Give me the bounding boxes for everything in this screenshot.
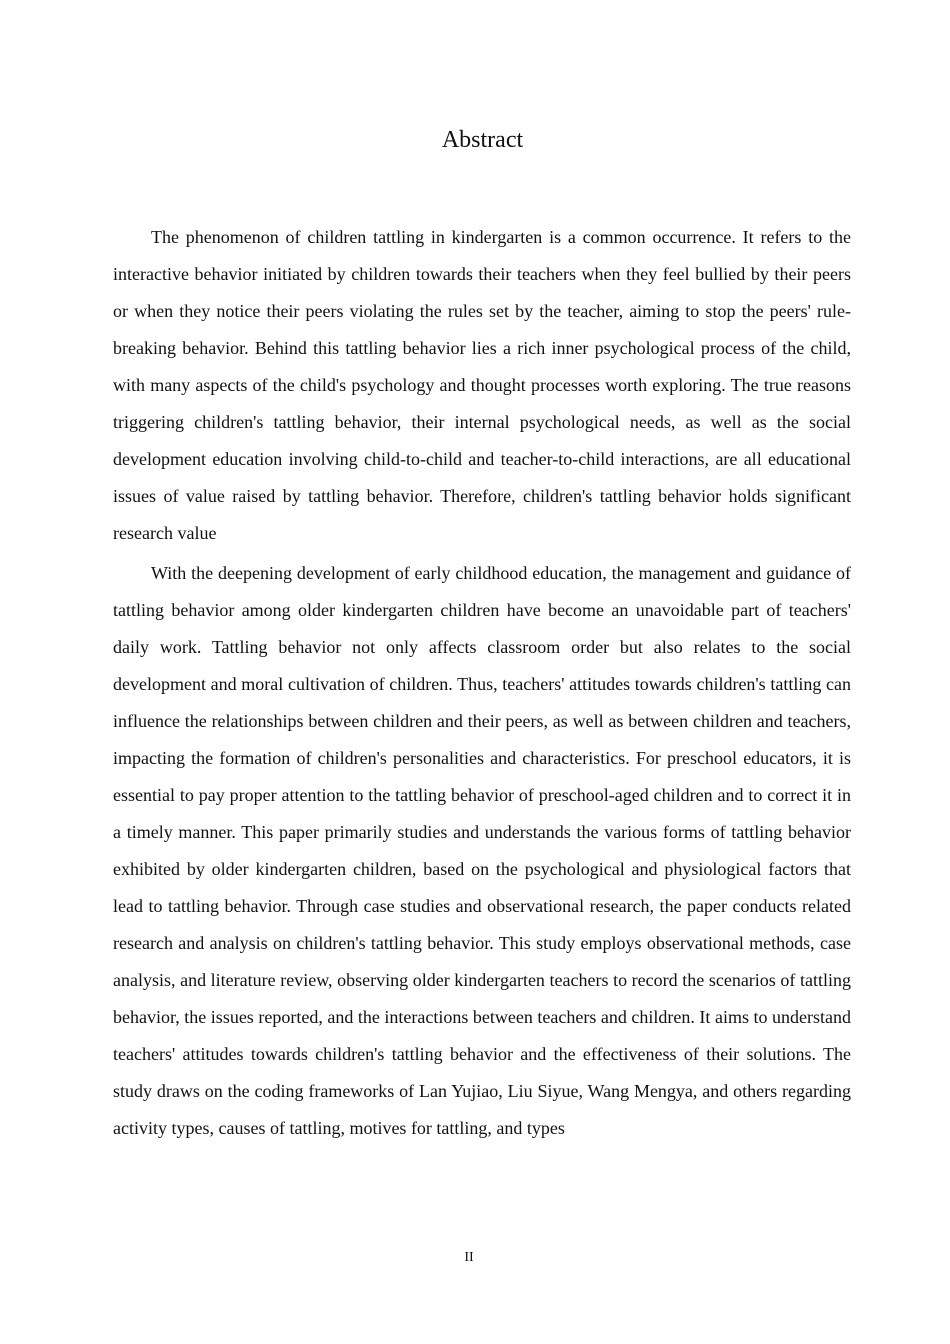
abstract-paragraph-2: With the deepening development of early childhood education, the management and guidance of tattling behavior among older kindergarten children have become an unavoidable part of teachers' daily work. Tattling behavior not only affects classroom order but also relates to the social development and moral cultivation of children. Thus, teachers' attitudes towards children's tattling can influence the relationships between children and their peers, as well as between children and teachers, impacting the formation of children's personalities and characteristics. For preschool educators, it is essential to pay proper attention to the tattling behavior of preschool-aged children and to correct it in a timely manner. This paper primarily studies and understands the various forms of tattling behavior exhibited by older kindergarten children, based on the psychological and physiological factors that lead to tattling behavior. Through case studies and observational research, the paper conducts related research and analysis on children's tattling behavior. This study employs observational methods, case analysis, and literature review, observing older kindergarten teachers to record the scenarios of tattling behavior, the issues reported, and the interactions between teachers and children. It aims to understand teachers' attitudes towards children's tattling behavior and the effectiveness of their solutions. The study draws on the coding frameworks of Lan Yujiao, Liu Siyue, Wang Mengya, and others regarding activity types, causes of tattling, motives for tattling, and types (113, 563, 851, 1138)
abstract-title: Abstract (441, 127, 524, 153)
page-number: II (464, 1250, 474, 1265)
abstract-paragraph-1: The phenomenon of children tattling in kindergarten is a common occurrence. It refers to the interactive behavior initiated by children towards their teachers when they feel bullied by their peers or when they notice their peers violating the rules set by the teacher, aiming to stop the peers' rule-breaking behavior. Behind this tattling behavior lies a rich inner psychological process of the child, with many aspects of the child's psychology and thought processes worth exploring. The true reasons triggering children's tattling behavior, their internal psychological needs, as well as the social development education involving child-to-child and teacher-to-child interactions, are all educational issues of value raised by tattling behavior. Therefore, children's tattling behavior holds significant research value (113, 227, 851, 543)
abstract-body (113, 219, 851, 1150)
